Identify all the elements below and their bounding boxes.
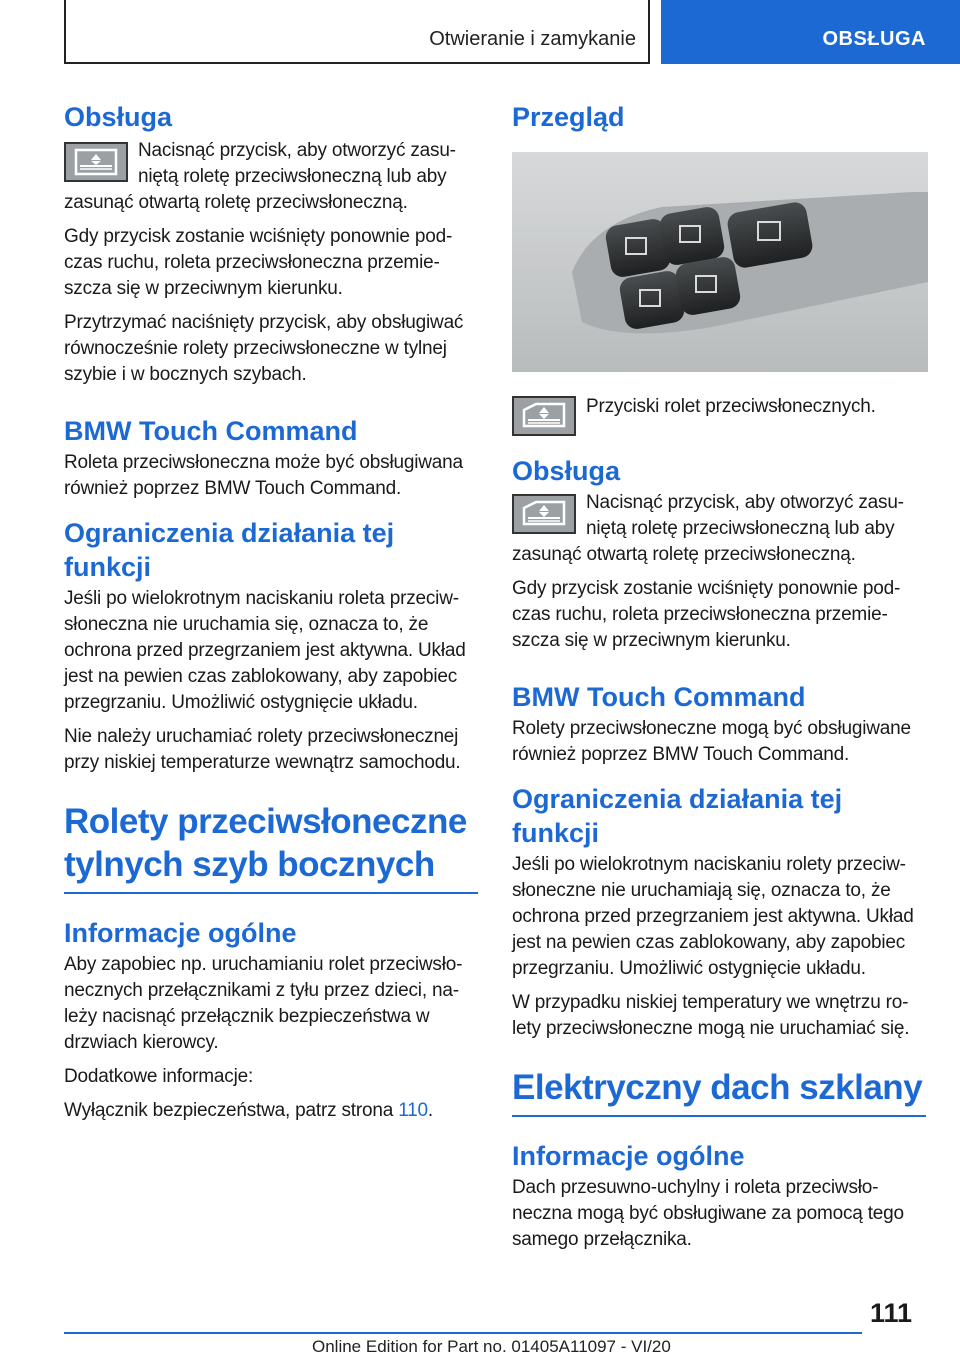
- page-number: 111: [870, 1298, 913, 1328]
- heading-bmw-right: BMW Touch Command: [512, 682, 806, 712]
- heading-przeglad: Przegląd: [512, 102, 625, 132]
- chapter-tab: OBSŁUGA: [661, 0, 960, 64]
- info-period: .: [427, 1100, 433, 1121]
- ograniczenia-paragraph-1: Jeśli po wielokrotnym naciskaniu roleta przeciw-słoneczna nie uruchamia się, oznacza to, że ochrona przed przegrzaniem jest aktywna. Układ jest na pewien czas zablokowany, aby zapobiec przegrzaniu. Umożliwić ostygnięcie układu.: [64, 588, 466, 713]
- left-column: [64, 100, 478, 1132]
- photo-caption: [512, 392, 926, 440]
- footer-edition: Online Edition for Part no. 01405A11097 - VI/20: [312, 1337, 671, 1356]
- bmw-right-paragraph: Rolety przeciwsłoneczne mogą być obsługiwane również poprzez BMW Touch Command.: [512, 718, 911, 765]
- obsluga-right-paragraph-1: Nacisnąć przycisk, aby otworzyć zasu-niętą roletę przeciwsłoneczną lub aby zasunąć otwartą roletę przeciwsłoneczną.: [512, 492, 904, 565]
- heading-ograniczenia: Ograniczenia działania tej funkcji: [64, 518, 395, 582]
- bmw-paragraph: Roleta przeciwsłoneczna może być obsługiwana również poprzez BMW Touch Command.: [64, 452, 463, 499]
- heading-informacje-ogolne-right: Informacje ogólne: [512, 1141, 745, 1171]
- obsluga-paragraph-3: Przytrzymać naciśnięty przycisk, aby obsługiwać równocześnie rolety przeciwsłoneczne w tylnej szybie i w bocznych szybach.: [64, 312, 464, 385]
- section-title: Otwieranie i zamykanie: [64, 0, 650, 64]
- info-paragraph-2: Dodatkowe informacje:: [64, 1066, 254, 1087]
- ograniczenia-paragraph-2: Nie należy uruchamiać rolety przeciwsłonecznej przy niskiej temperaturze wewnątrz samochodu.: [64, 726, 461, 773]
- ograniczenia-right-paragraph-2: W przypadku niskiej temperatury we wnętrzu ro-lety przeciwsłoneczne mogą nie uruchamiać się.: [512, 992, 910, 1039]
- page-header: [64, 0, 960, 64]
- obsluga-right-paragraph-2: Gdy przycisk zostanie wciśnięty ponownie pod-czas ruchu, roleta przeciwsłoneczna przemie-szcza się w przeciwnym kierunku.: [512, 578, 901, 651]
- caption-text: Przyciski rolet przeciwsłonecznych.: [586, 396, 876, 417]
- heading-obsluga-right: Obsługa: [512, 456, 621, 486]
- heading-bmw-touch-command: BMW Touch Command: [64, 416, 358, 446]
- info-paragraph-1: Aby zapobiec np. uruchamianiu rolet przeciwsło-necznych przełącznikami z tyłu przez dzieci, na-leży nacisnąć przełącznik bezpieczeństwa w drzwiach kierowcy.: [64, 954, 463, 1053]
- heading-rolety-tylnych-szyb: Rolety przeciwsłoneczne tylnych szyb bocznych: [64, 800, 478, 894]
- obsluga-right-intro: [512, 490, 926, 576]
- obsluga-paragraph-2: Gdy przycisk zostanie wciśnięty ponownie pod-czas ruchu, roleta przeciwsłoneczna przemie-szcza się w przeciwnym kierunku.: [64, 226, 453, 299]
- obsluga-paragraph-1: Nacisnąć przycisk, aby otworzyć zasu-niętą roletę przeciwsłoneczną lub aby zasunąć otwartą roletę przeciwsłoneczną.: [64, 140, 456, 213]
- obsluga-intro: [64, 138, 478, 224]
- heading-obsluga: Obsługa: [64, 102, 173, 132]
- heading-ograniczenia-right: Ograniczenia działania tej funkcji: [512, 784, 843, 848]
- page-link-110[interactable]: 110: [398, 1100, 428, 1121]
- heading-elektryczny-dach: Elektryczny dach szklany: [512, 1066, 926, 1117]
- footer-divider: [64, 1332, 862, 1334]
- info-paragraph-3: [64, 1098, 478, 1124]
- rear-sunblind-button-icon: [64, 142, 128, 182]
- info-right-paragraph: Dach przesuwno-uchylny i roleta przeciwsło-neczna mogą być obsługiwane za pomocą tego samego przełącznika.: [512, 1177, 904, 1250]
- side-sunblind-button-icon: [512, 396, 576, 436]
- side-sunblind-button-icon: [512, 494, 576, 534]
- door-switch-photo: [512, 152, 928, 372]
- info-text: Wyłącznik bezpieczeństwa, patrz strona: [64, 1100, 399, 1121]
- right-column: [512, 100, 926, 1261]
- heading-informacje-ogolne: Informacje ogólne: [64, 918, 297, 948]
- ograniczenia-right-paragraph-1: Jeśli po wielokrotnym naciskaniu rolety przeciw-słoneczne nie uruchamiają się, oznacza to, że ochrona przed przegrzaniem jest aktywna. Układ jest na pewien czas zablokowany, aby zapobiec przegrzaniu. Umożliwić ostygnięcie układu.: [512, 854, 914, 979]
